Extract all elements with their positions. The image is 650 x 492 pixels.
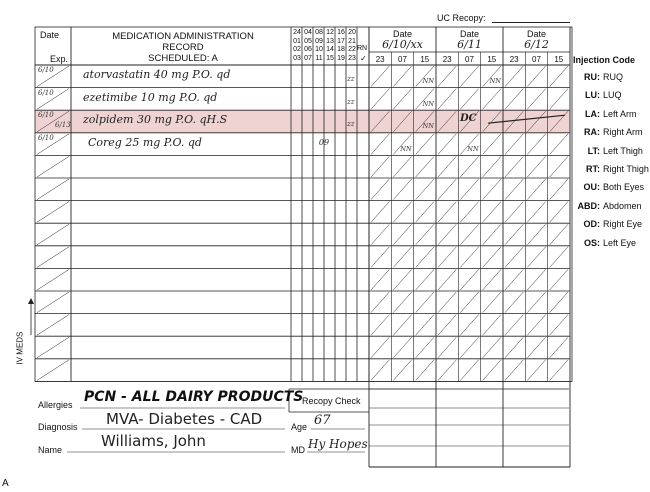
injection-code: RA: bbox=[584, 127, 600, 138]
hour-label: 08 bbox=[315, 29, 323, 36]
shift-cell-diagonal bbox=[371, 202, 389, 223]
shift-cell-diagonal bbox=[527, 179, 545, 200]
shift-cell-diagonal bbox=[371, 179, 389, 200]
name-label: Name bbox=[38, 445, 63, 455]
med-order[interactable]: ezetimibe 10 mg P.O. qd bbox=[83, 90, 218, 104]
shift-label: 15 bbox=[420, 55, 430, 64]
date-group-value[interactable]: 6/12 bbox=[524, 38, 549, 51]
shift-cell-diagonal bbox=[527, 269, 545, 290]
shift-cell-diagonal bbox=[371, 360, 389, 381]
shift-cell-diagonal bbox=[483, 247, 501, 268]
date-cell-diagonal bbox=[37, 156, 69, 177]
hour-label: 11 bbox=[315, 54, 323, 62]
shift-label: 23 bbox=[509, 55, 519, 64]
date-cell-diagonal bbox=[37, 247, 69, 268]
date-group-value[interactable]: 6/11 bbox=[457, 38, 482, 51]
injection-code: RU: bbox=[584, 72, 600, 82]
exp-header: Exp. bbox=[50, 54, 69, 64]
shift-cell-diagonal bbox=[371, 66, 389, 87]
shift-cell-diagonal bbox=[393, 315, 411, 336]
hour-label: 13 bbox=[326, 37, 334, 45]
shift-cell-diagonal bbox=[550, 269, 568, 290]
date-cell-diagonal bbox=[37, 315, 69, 336]
shift-cell-diagonal bbox=[505, 292, 523, 313]
date-cell-diagonal bbox=[37, 269, 69, 290]
hour-label: 07 bbox=[304, 54, 312, 62]
shift-label: 07 bbox=[398, 55, 407, 64]
shift-cell-diagonal bbox=[505, 202, 523, 223]
hour-label: 20 bbox=[348, 29, 356, 36]
shift-cell-diagonal bbox=[393, 89, 411, 110]
shift-cell-diagonal bbox=[550, 179, 568, 200]
shift-cell-diagonal bbox=[483, 156, 501, 177]
shift-cell-diagonal bbox=[550, 224, 568, 245]
shift-cell-diagonal bbox=[416, 179, 434, 200]
arrow-up-icon bbox=[28, 298, 34, 304]
age-value: 67 bbox=[314, 413, 331, 428]
shift-cell-diagonal bbox=[550, 156, 568, 177]
med-start-date[interactable]: 6/10 bbox=[38, 88, 54, 97]
recopy-check-label: Recopy Check bbox=[302, 396, 361, 406]
shift-cell-diagonal bbox=[550, 202, 568, 223]
date-cell-diagonal bbox=[37, 179, 69, 200]
injection-code-title: Injection Code bbox=[573, 55, 636, 65]
shift-cell-diagonal bbox=[483, 89, 501, 110]
shift-cell-diagonal bbox=[460, 156, 478, 177]
shift-cell-diagonal bbox=[371, 89, 389, 110]
shift-cell-diagonal bbox=[550, 337, 568, 358]
hour-label: 04 bbox=[304, 29, 312, 36]
shift-cell-diagonal bbox=[393, 179, 411, 200]
med-order[interactable]: atorvastatin 40 mg P.O. qd bbox=[83, 68, 231, 81]
uc-recopy-label: UC Recopy: bbox=[437, 13, 486, 23]
hour-label: 22 bbox=[348, 46, 356, 53]
med-exp-date[interactable]: 6/13 bbox=[55, 121, 71, 130]
shift-cell-diagonal bbox=[527, 360, 545, 381]
injection-code: OD: bbox=[583, 219, 600, 230]
shift-cell-diagonal bbox=[460, 89, 478, 110]
hour-label: 19 bbox=[337, 54, 345, 62]
shift-cell-diagonal bbox=[460, 269, 478, 290]
date-header: Date bbox=[40, 30, 60, 40]
shift-cell-diagonal bbox=[527, 89, 545, 110]
injection-code-desc: Left Arm bbox=[603, 108, 637, 119]
shift-cell-diagonal bbox=[371, 224, 389, 245]
shift-cell-diagonal bbox=[527, 66, 545, 87]
shift-cell-diagonal bbox=[393, 292, 411, 313]
form-title-line1: MEDICATION ADMINISTRATION bbox=[112, 31, 254, 42]
shift-cell-diagonal bbox=[371, 156, 389, 177]
shift-cell-diagonal bbox=[438, 156, 456, 177]
md-label: MD bbox=[291, 445, 305, 455]
shift-cell-diagonal bbox=[416, 156, 434, 177]
diagnosis-label: Diagnosis bbox=[38, 422, 78, 432]
shift-cell-diagonal bbox=[438, 66, 456, 87]
shift-cell-diagonal bbox=[505, 337, 523, 358]
shift-cell-diagonal bbox=[371, 247, 389, 268]
shift-cell-diagonal bbox=[393, 247, 411, 268]
shift-cell-diagonal bbox=[460, 202, 478, 223]
md-value: Hy Hopes bbox=[308, 437, 368, 451]
hour-label: 23 bbox=[348, 54, 356, 62]
hour-label: 05 bbox=[304, 37, 312, 45]
shift-cell-diagonal bbox=[550, 66, 568, 87]
shift-cell-diagonal bbox=[505, 269, 523, 290]
shift-cell-diagonal bbox=[438, 315, 456, 336]
shift-cell-diagonal bbox=[438, 247, 456, 268]
hour-label: 14 bbox=[326, 46, 334, 53]
shift-cell-diagonal bbox=[550, 247, 568, 268]
shift-cell-diagonal bbox=[483, 202, 501, 223]
shift-cell-diagonal bbox=[460, 315, 478, 336]
age-label: Age bbox=[291, 422, 308, 432]
date-group-label: Date bbox=[459, 29, 479, 39]
injection-code-desc: Right Eye bbox=[603, 219, 643, 230]
hour-label: 18 bbox=[337, 46, 345, 53]
rn-check: ✓ bbox=[360, 54, 367, 63]
shift-cell-diagonal bbox=[505, 134, 523, 155]
date-group-value[interactable]: 6/10/xx bbox=[382, 38, 423, 51]
hour-label: 01 bbox=[293, 37, 301, 45]
hour-label: 16 bbox=[337, 29, 345, 36]
shift-cell-diagonal bbox=[416, 337, 434, 358]
shift-cell-diagonal bbox=[393, 360, 411, 381]
shift-cell-diagonal bbox=[527, 224, 545, 245]
shift-cell-diagonal bbox=[527, 202, 545, 223]
shift-cell-diagonal bbox=[483, 224, 501, 245]
injection-code-desc: LUQ bbox=[603, 90, 622, 101]
rn-label: RN bbox=[357, 45, 368, 52]
hour-label: 06 bbox=[304, 46, 312, 53]
med-initials[interactable]: NN bbox=[467, 144, 479, 153]
shift-cell-diagonal bbox=[550, 134, 568, 155]
uc-recopy-line bbox=[492, 22, 570, 23]
shift-cell-diagonal bbox=[527, 337, 545, 358]
shift-cell-diagonal bbox=[505, 315, 523, 336]
med-zz-mark: zz bbox=[347, 120, 355, 129]
shift-cell-diagonal bbox=[416, 224, 434, 245]
shift-cell-diagonal bbox=[371, 315, 389, 336]
shift-cell-diagonal bbox=[483, 337, 501, 358]
hour-label: 10 bbox=[315, 46, 323, 53]
shift-cell-diagonal bbox=[416, 269, 434, 290]
diagnosis-value: MVA- Diabetes - CAD bbox=[106, 410, 263, 428]
shift-cell-diagonal bbox=[438, 360, 456, 381]
injection-code: ABD: bbox=[577, 200, 600, 211]
shift-cell-diagonal bbox=[550, 360, 568, 381]
shift-cell-diagonal bbox=[550, 89, 568, 110]
shift-cell-diagonal bbox=[505, 89, 523, 110]
shift-cell-diagonal bbox=[438, 269, 456, 290]
injection-code: OU: bbox=[583, 182, 600, 193]
shift-cell-diagonal bbox=[438, 89, 456, 110]
form-title bbox=[75, 31, 291, 64]
hour-label: 03 bbox=[293, 54, 301, 62]
shift-cell-diagonal bbox=[460, 247, 478, 268]
shift-cell-diagonal bbox=[505, 360, 523, 381]
shift-cell-diagonal bbox=[527, 247, 545, 268]
shift-label: 07 bbox=[532, 55, 541, 64]
shift-cell-diagonal bbox=[483, 315, 501, 336]
shift-cell-diagonal bbox=[527, 315, 545, 336]
date-group-label: Date bbox=[526, 29, 546, 39]
med-start-date[interactable]: 6/10 bbox=[38, 133, 54, 142]
med-hour-mark[interactable]: 09 bbox=[318, 137, 330, 147]
shift-cell-diagonal bbox=[505, 156, 523, 177]
shift-cell-diagonal bbox=[438, 202, 456, 223]
injection-code: RT: bbox=[586, 164, 600, 174]
injection-code-desc: Abdomen bbox=[603, 200, 642, 211]
shift-cell-diagonal bbox=[416, 247, 434, 268]
shift-cell-diagonal bbox=[393, 202, 411, 223]
shift-cell-diagonal bbox=[483, 134, 501, 155]
allergies-label: Allergies bbox=[38, 400, 73, 410]
allergies-value: PCN - ALL DAIRY PRODUCTS bbox=[84, 389, 304, 405]
shift-cell-diagonal bbox=[416, 292, 434, 313]
shift-label: 23 bbox=[442, 55, 452, 64]
shift-cell-diagonal bbox=[393, 66, 411, 87]
hour-label: 21 bbox=[348, 37, 356, 45]
shift-label: 15 bbox=[487, 55, 497, 64]
shift-cell-diagonal bbox=[505, 179, 523, 200]
form-title-line3: SCHEDULED: A bbox=[148, 53, 218, 64]
injection-code-desc: Both Eyes bbox=[603, 182, 645, 193]
shift-cell-diagonal bbox=[460, 292, 478, 313]
med-initials[interactable]: NN bbox=[489, 77, 501, 85]
iv-meds-label: IV MEDS bbox=[15, 331, 25, 365]
shift-cell-diagonal bbox=[371, 292, 389, 313]
injection-code: LA: bbox=[585, 108, 600, 119]
injection-code-desc: Right Thigh bbox=[603, 164, 649, 174]
hour-label: 24 bbox=[293, 29, 301, 36]
shift-cell-diagonal bbox=[416, 134, 434, 155]
med-zz-mark: zz bbox=[347, 75, 355, 83]
injection-code: LU: bbox=[585, 90, 600, 101]
shift-label: 23 bbox=[375, 55, 385, 64]
med-initials[interactable]: NN bbox=[422, 122, 434, 131]
shift-cell-diagonal bbox=[483, 269, 501, 290]
name-value: Williams, John bbox=[101, 432, 206, 450]
shift-cell-diagonal bbox=[483, 292, 501, 313]
hour-label: 09 bbox=[315, 37, 323, 45]
med-initials[interactable]: NN bbox=[400, 144, 412, 153]
hour-label: 12 bbox=[326, 29, 334, 36]
shift-cell-diagonal bbox=[460, 337, 478, 358]
date-group-label: Date bbox=[392, 29, 412, 39]
form-title-line2: RECORD bbox=[162, 42, 204, 53]
med-order[interactable]: Coreg 25 mg P.O. qd bbox=[88, 135, 202, 149]
med-start-date[interactable]: 6/10 bbox=[38, 111, 54, 120]
date-cell-diagonal bbox=[37, 224, 69, 245]
shift-cell-diagonal bbox=[393, 156, 411, 177]
med-zz-mark: zz bbox=[347, 97, 355, 106]
discontinued-mark[interactable]: DC bbox=[460, 113, 477, 125]
injection-code-desc: Left Eye bbox=[603, 237, 637, 248]
shift-cell-diagonal bbox=[550, 292, 568, 313]
shift-cell-diagonal bbox=[505, 224, 523, 245]
shift-cell-diagonal bbox=[483, 179, 501, 200]
shift-cell-diagonal bbox=[460, 66, 478, 87]
med-start-date[interactable]: 6/10 bbox=[38, 66, 54, 74]
injection-code: OS: bbox=[583, 237, 600, 248]
shift-cell-diagonal bbox=[393, 269, 411, 290]
shift-cell-diagonal bbox=[416, 202, 434, 223]
hour-label: 02 bbox=[293, 46, 301, 53]
injection-code-desc: Right Arm bbox=[603, 127, 643, 138]
shift-cell-diagonal bbox=[460, 224, 478, 245]
shift-label: 15 bbox=[554, 55, 564, 64]
date-cell-diagonal bbox=[37, 292, 69, 313]
shift-cell-diagonal bbox=[460, 179, 478, 200]
date-cell-diagonal bbox=[37, 202, 69, 223]
shift-cell-diagonal bbox=[393, 224, 411, 245]
shift-cell-diagonal bbox=[550, 315, 568, 336]
shift-cell-diagonal bbox=[483, 360, 501, 381]
hour-label: 17 bbox=[337, 37, 345, 45]
shift-cell-diagonal bbox=[416, 315, 434, 336]
shift-cell-diagonal bbox=[438, 134, 456, 155]
shift-cell-diagonal bbox=[505, 247, 523, 268]
hour-label: 15 bbox=[326, 54, 334, 62]
shift-cell-diagonal bbox=[438, 292, 456, 313]
date-cell-diagonal bbox=[37, 360, 69, 381]
figure-letter: A bbox=[2, 478, 9, 489]
injection-code-desc: RUQ bbox=[603, 72, 623, 82]
med-initials[interactable]: NN bbox=[422, 77, 434, 85]
shift-cell-diagonal bbox=[527, 134, 545, 155]
shift-cell-diagonal bbox=[416, 360, 434, 381]
injection-code-desc: Left Thigh bbox=[603, 145, 643, 156]
injection-code: LT: bbox=[587, 145, 600, 156]
shift-cell-diagonal bbox=[371, 269, 389, 290]
shift-cell-diagonal bbox=[460, 360, 478, 381]
shift-cell-diagonal bbox=[527, 156, 545, 177]
shift-cell-diagonal bbox=[371, 337, 389, 358]
shift-cell-diagonal bbox=[371, 134, 389, 155]
shift-cell-diagonal bbox=[505, 66, 523, 87]
shift-label: 07 bbox=[465, 55, 474, 64]
shift-cell-diagonal bbox=[438, 224, 456, 245]
shift-cell-diagonal bbox=[438, 337, 456, 358]
shift-cell-diagonal bbox=[527, 292, 545, 313]
shift-cell-diagonal bbox=[438, 179, 456, 200]
med-initials[interactable]: NN bbox=[422, 99, 434, 108]
shift-cell-diagonal bbox=[393, 337, 411, 358]
date-cell-diagonal bbox=[37, 337, 69, 358]
med-order[interactable]: zolpidem 30 mg P.O. qH.S bbox=[83, 113, 228, 127]
